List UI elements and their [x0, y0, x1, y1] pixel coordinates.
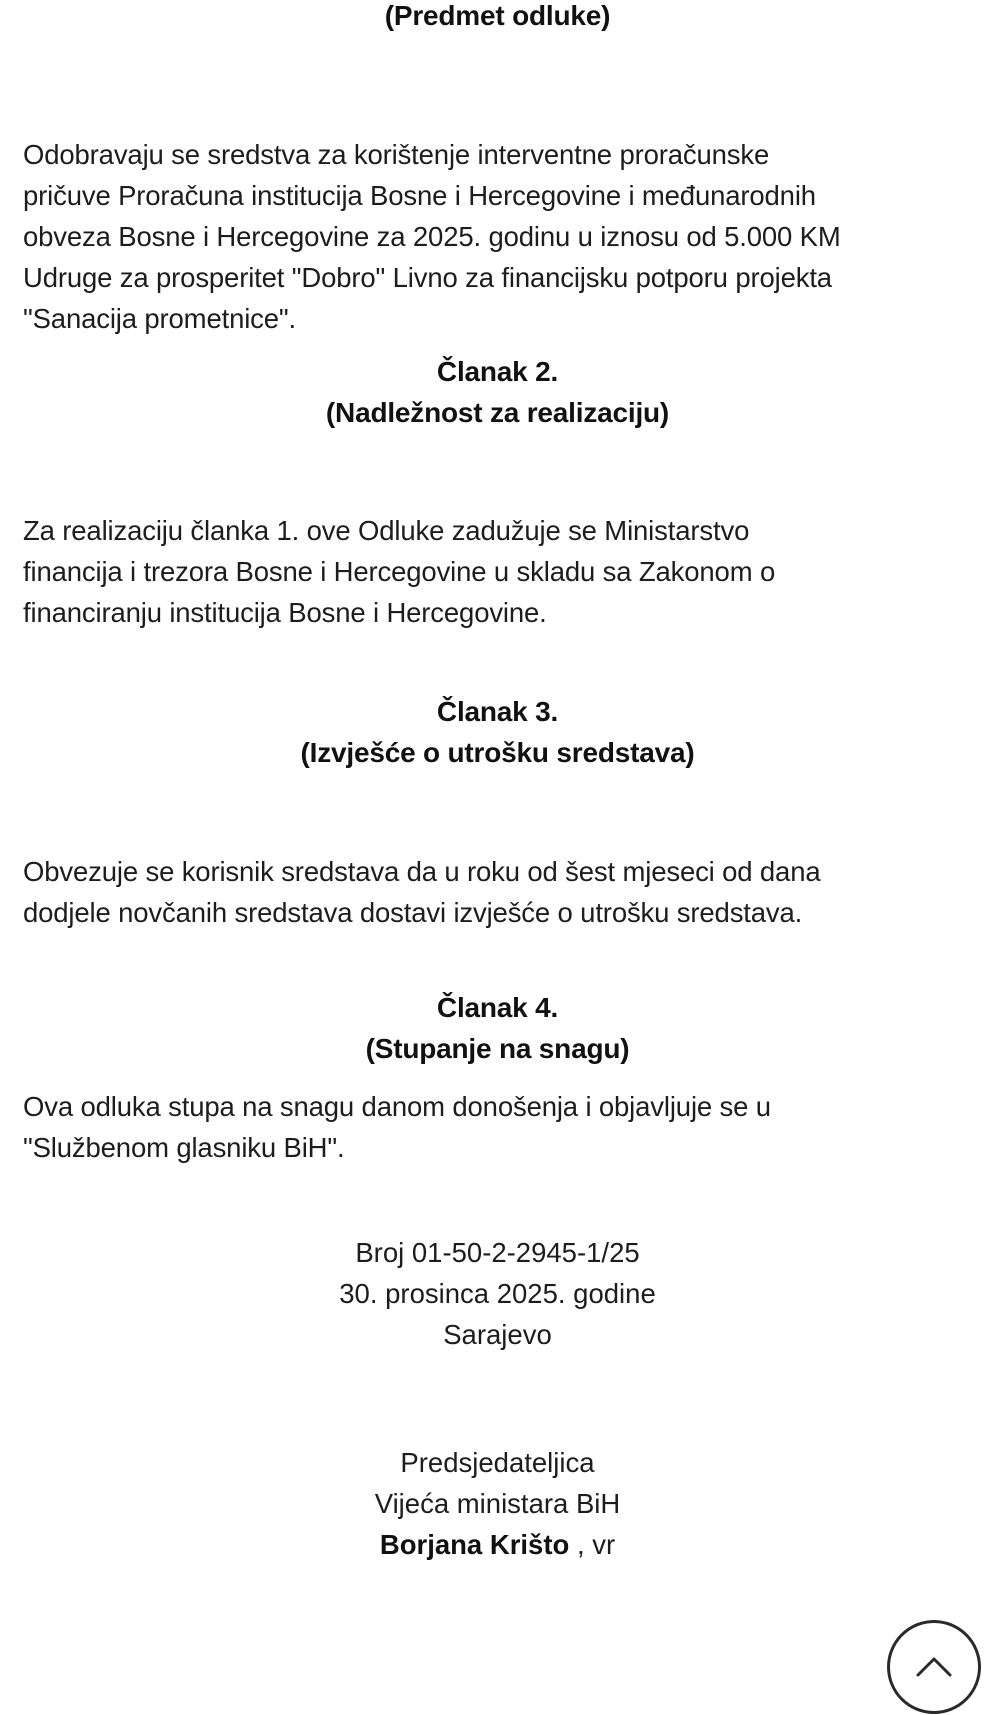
signatory-body: Vijeća ministara BiH — [374, 1488, 621, 1519]
article-1-line: obveza Bosne i Hercegovine za 2025. godinu u iznosu od 5.000 KM — [23, 221, 841, 252]
article-2-number: Članak 2. — [436, 356, 559, 387]
article-1-heading — [0, 0, 995, 36]
article-3-line: Obvezuje se korisnik sredstava da u roku od šest mjeseci od dana — [23, 856, 821, 887]
article-4-heading — [0, 987, 995, 1069]
article-2-line: financija i trezora Bosne i Hercegovine u skladu sa Zakonom o — [23, 556, 776, 587]
signatory-role: Predsjedateljica — [400, 1447, 595, 1478]
article-4-number: Članak 4. — [436, 992, 559, 1023]
signatory-suffix: , vr — [569, 1529, 616, 1560]
document-date: 30. prosinca 2025. godine — [339, 1278, 656, 1309]
article-3-title: (Izvješće o utrošku sredstava) — [300, 737, 695, 768]
article-4-line: Ova odluka stupa na snagu danom donošenja i objavljuje se u — [23, 1091, 771, 1122]
signatory-name: Borjana Krišto — [379, 1529, 570, 1560]
article-2-heading — [0, 351, 995, 433]
article-4-line: "Službenom glasniku BiH". — [23, 1132, 345, 1163]
article-1-line: pričuve Proračuna institucija Bosne i Hercegovine i međunarodnih — [23, 180, 816, 211]
chevron-up-icon — [914, 1649, 954, 1681]
document-meta — [0, 1232, 995, 1355]
article-3-heading — [0, 691, 995, 773]
document-place: Sarajevo — [443, 1319, 552, 1350]
article-1-body — [0, 134, 995, 339]
article-1-line: "Sanacija prometnice". — [23, 303, 297, 334]
article-3-number: Članak 3. — [436, 696, 559, 727]
scroll-to-top-button[interactable] — [887, 1620, 981, 1714]
article-4-body — [0, 1086, 995, 1168]
article-2-body — [0, 510, 995, 633]
article-4-title: (Stupanje na snagu) — [365, 1033, 630, 1064]
article-2-line: financiranju institucija Bosne i Hercegovine. — [23, 597, 547, 628]
article-1-line: Udruge za prosperitet "Dobro" Livno za financijsku potporu projekta — [23, 262, 832, 293]
article-1-title: (Predmet odluke) — [384, 0, 611, 31]
signatory-line — [0, 1524, 995, 1565]
signature-block — [0, 1442, 995, 1565]
article-1-line: Odobravaju se sredstva za korištenje interventne proračunske — [23, 139, 770, 170]
document-number: Broj 01-50-2-2945-1/25 — [355, 1237, 640, 1268]
article-2-title: (Nadležnost za realizaciju) — [325, 397, 670, 428]
article-3-body — [0, 851, 995, 933]
article-3-line: dodjele novčanih sredstava dostavi izvješće o utrošku sredstava. — [23, 897, 803, 928]
article-2-line: Za realizaciju članka 1. ove Odluke zadužuje se Ministarstvo — [23, 515, 750, 546]
